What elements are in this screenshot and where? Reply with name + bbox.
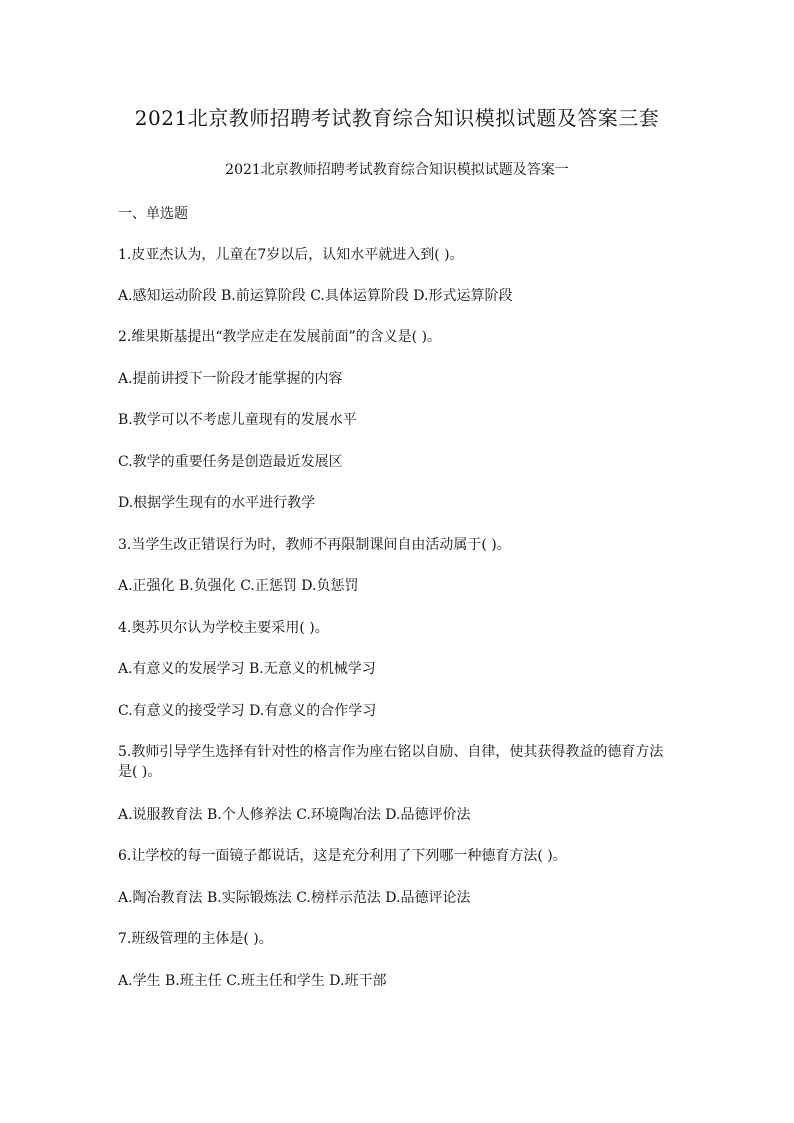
section-heading: 一、单选题 xyxy=(118,206,188,222)
question-1: 1.皮亚杰认为，儿童在7岁以后，认知水平就进入到( )。 xyxy=(118,247,464,263)
question-5: 5.教师引导学生选择有针对性的格言作为座右铭以自励、自律，使其获得教益的德育方法是( )。 xyxy=(118,744,664,780)
question-4-options-cd: C.有意义的接受学习 D.有意义的合作学习 xyxy=(118,703,377,719)
question-7-options: A.学生 B.班主任 C.班主任和学生 D.班干部 xyxy=(118,973,387,989)
question-4: 4.奥苏贝尔认为学校主要采用( )。 xyxy=(118,620,329,636)
question-2-option-b: B.教学可以不考虑儿童现有的发展水平 xyxy=(118,412,357,428)
question-3-options: A.正强化 B.负强化 C.正惩罚 D.负惩罚 xyxy=(118,578,359,594)
question-3: 3.当学生改正错误行为时，教师不再限制课间自由活动属于( )。 xyxy=(118,537,511,553)
question-2-option-a: A.提前讲授下一阶段才能掌握的内容 xyxy=(118,371,343,387)
question-4-options-ab: A.有意义的发展学习 B.无意义的机械学习 xyxy=(118,661,376,677)
document-title: 2021北京教师招聘考试教育综合知识模拟试题及答案三套 xyxy=(134,106,660,130)
question-6: 6.让学校的每一面镜子都说话，这是充分利用了下列哪一种德育方法( )。 xyxy=(118,848,567,864)
question-6-options: A.陶冶教育法 B.实际锻炼法 C.榜样示范法 D.品德评论法 xyxy=(118,890,471,906)
question-2-option-d: D.根据学生现有的水平进行教学 xyxy=(118,495,316,511)
question-5-options: A.说服教育法 B.个人修养法 C.环境陶冶法 D.品德评价法 xyxy=(118,807,471,823)
document-subtitle: 2021北京教师招聘考试教育综合知识模拟试题及答案一 xyxy=(225,162,569,178)
question-2-option-c: C.教学的重要任务是创造最近发展区 xyxy=(118,454,343,470)
question-7: 7.班级管理的主体是( )。 xyxy=(118,931,273,947)
question-1-options: A.感知运动阶段 B.前运算阶段 C.具体运算阶段 D.形式运算阶段 xyxy=(118,288,513,304)
question-2: 2.维果斯基提出“教学应走在发展前面”的含义是( )。 xyxy=(118,329,442,345)
